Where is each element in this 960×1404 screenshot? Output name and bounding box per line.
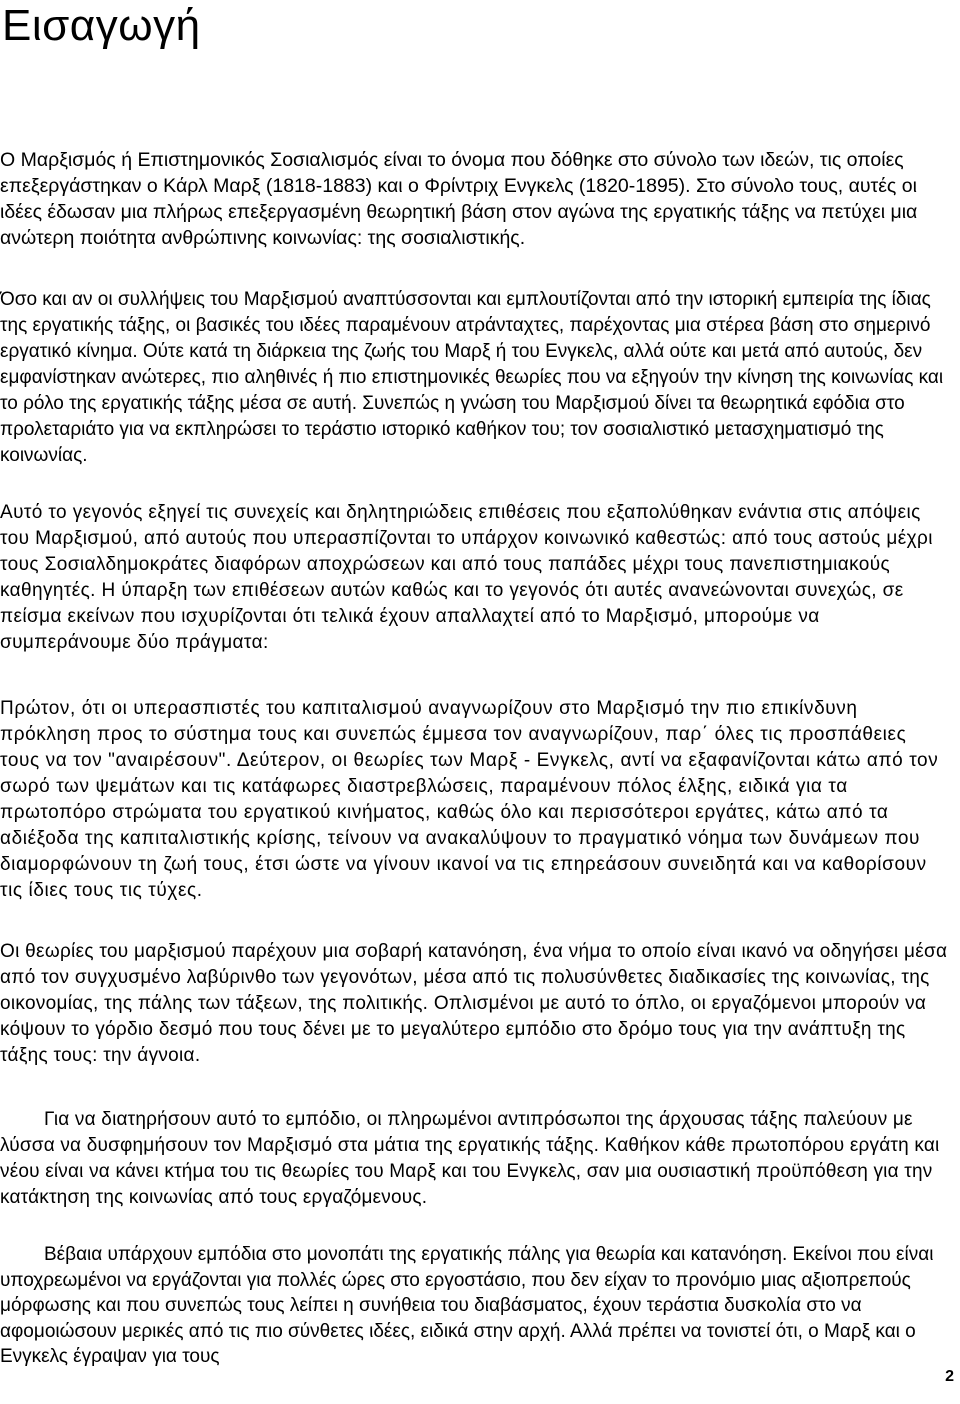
page-title: Εισαγωγή <box>2 1 201 50</box>
paragraph-6: Για να διατηρήσουν αυτό το εμπόδιο, οι πληρωμένοι αντιπρόσωποι της άρχουσας τάξης παλεύουν με λύσσα να δυσφημήσουν τον Μαρξισμό στα μάτια της εργατικής τάξης. Καθήκον κάθε πρωτοπόρου εργάτη και νέου είναι να κάνει κτήμα του τις θεωρίες του Μαρξ και του Ενγκελς, σαν μια ουσιαστική προϋπόθεση για την κατάκτηση της κοινωνίας από τους εργαζόμενους. <box>0 1109 940 1208</box>
page-number: 2 <box>945 1368 954 1385</box>
paragraph-4: Πρώτον, ότι οι υπερασπιστές του καπιταλισμού αναγνωρίζουν στο Μαρξισμό την πιο επικίνδυνη πρόκληση προς το σύστημα τους και συνεπώς έμμεσα τον αναγνωρίζουν, παρ΄ όλες τις προσπάθειες τους να τον "αναιρέσουν". Δεύτερον, οι θεωρίες των Μαρξ - Ενγκελς, αντί να εξαφανίζονται κάτω από τον σωρό των ψεμάτων και τις κατάφωρες διαστρεβλώσεις, παραμένουν πόλος έλξης, ειδικά για τα πρωτοπόρο στρώματα του εργατικού κινήματος, καθώς όλο και περισσότεροι εργάτες, κάτω από τα αδιέξοδα της καπιταλιστικής κρίσης, τείνουν να ανακαλύψουν το πραγματικό νόημα των δυνάμεων που διαμορφώνουν τη ζωή τους, έτσι ώστε να γίνουν ικανοί να τις επηρεάσουν συνειδητά και να καθορίσουν τις ίδιες τους τις τύχες. <box>0 698 939 901</box>
paragraph-3: Αυτό το γεγονός εξηγεί τις συνεχείς και δηλητηριώδεις επιθέσεις που εξαπολύθηκαν ενάντια στις απόψεις του Μαρξισμού, από αυτούς που υπερασπίζονται το υπάρχον κοινωνικό καθεστώς: από τους αστούς μέχρι τους Σοσιαλδημοκράτες διαφόρων αποχρώσεων και από τους παπάδες μέχρι τους πανεπιστημιακούς καθηγητές. Η ύπαρξη των επιθέσεων αυτών καθώς και το γεγονός ότι αυτές ανανεώνονται συνεχώς, σε πείσμα εκείνων που ισχυρίζονται ότι τελικά έχουν απαλλαχτεί από το Μαρξισμό, μπορούμε να συμπεράνουμε δύο πράγματα: <box>0 502 933 653</box>
paragraph-1: Ο Μαρξισμός ή Επιστημονικός Σοσιαλισμός είναι το όνομα που δόθηκε στο σύνολο των ιδεών, τις οποίες επεξεργάστηκαν ο Κάρλ Μαρξ (1818-1883) και ο Φρίντριχ Ενγκελς (1820-1895). Στο σύνολο τους, αυτές οι ιδέες έδωσαν μια πλήρως επεξεργασμένη θεωρητική βάση στον αγώνα της εργατικής τάξης να πετύχει μια ανώτερη ποιότητα ανθρώπινης κοινωνίας: της σοσιαλιστικής. <box>0 149 918 249</box>
paragraph-2: Όσο και αν οι συλλήψεις του Μαρξισμού αναπτύσσονται και εμπλουτίζονται από την ιστορική εμπειρία της ίδιας της εργατικής τάξης, οι βασικές του ιδέες παραμένουν ατράνταχτες, παρέχοντας μια στέρεα βάση στο σημερινό εργατικό κίνημα. Ούτε κατά τη διάρκεια της ζωής του Μαρξ ή του Ενγκελς, αλλά ούτε και μετά από αυτούς, δεν εμφανίστηκαν ανώτερες, πιο αληθινές ή πιο επιστημονικές θεωρίες που να εξηγούν την κίνηση της κοινωνίας και το ρόλο της εργατικής τάξης μέσα σε αυτή. Συνεπώς η γνώση του Μαρξισμού δίνει τα θεωρητικά εφόδια στο προλεταριάτο για να εκπληρώσει το τεράστιο ιστορικό καθήκον του; τον σοσιαλιστικό μετασχηματισμό της κοινωνίας. <box>0 289 944 466</box>
paragraph-5: Οι θεωρίες του μαρξισμού παρέχουν μια σοβαρή κατανόηση, ένα νήμα το οποίο είναι ικανό να οδηγήσει μέσα από τον συγχυσμένο λαβύρινθο των γεγονότων, μέσα από τις πολυσύνθετες διαδικασίες της κοινωνίας, της οικονομίας, της πάλης των τάξεων, της πολιτικής. Οπλισμένοι με αυτό το όπλο, οι εργαζόμενοι μπορούν να κόψουν το γόρδιο δεσμό που τους δένει με το μεγαλύτερο εμπόδιο στο δρόμο τους για την ανάπτυξη της τάξης τους: την άγνοια. <box>0 941 948 1066</box>
paragraph-7: Βέβαια υπάρχουν εμπόδια στο μονοπάτι της εργατικής πάλης για θεωρία και κατανόηση. Εκείνοι που είναι υποχρεωμένοι να εργάζονται για πολλές ώρες στο εργοστάσιο, που δεν είχαν το προνόμιο μιας αξιοπρεπούς μόρφωσης και που συνεπώς τους λείπει η συνήθεια του διαβάσματος, έχουν τεράστια δυσκολία στο να αφομοιώσουν μερικές από τις πιο σύνθετες ιδέες, ειδικά στην αρχή. Αλλά πρέπει να τονιστεί ότι, ο Μαρξ και ο Ενγκελς έγραψαν για τους <box>0 1244 934 1367</box>
